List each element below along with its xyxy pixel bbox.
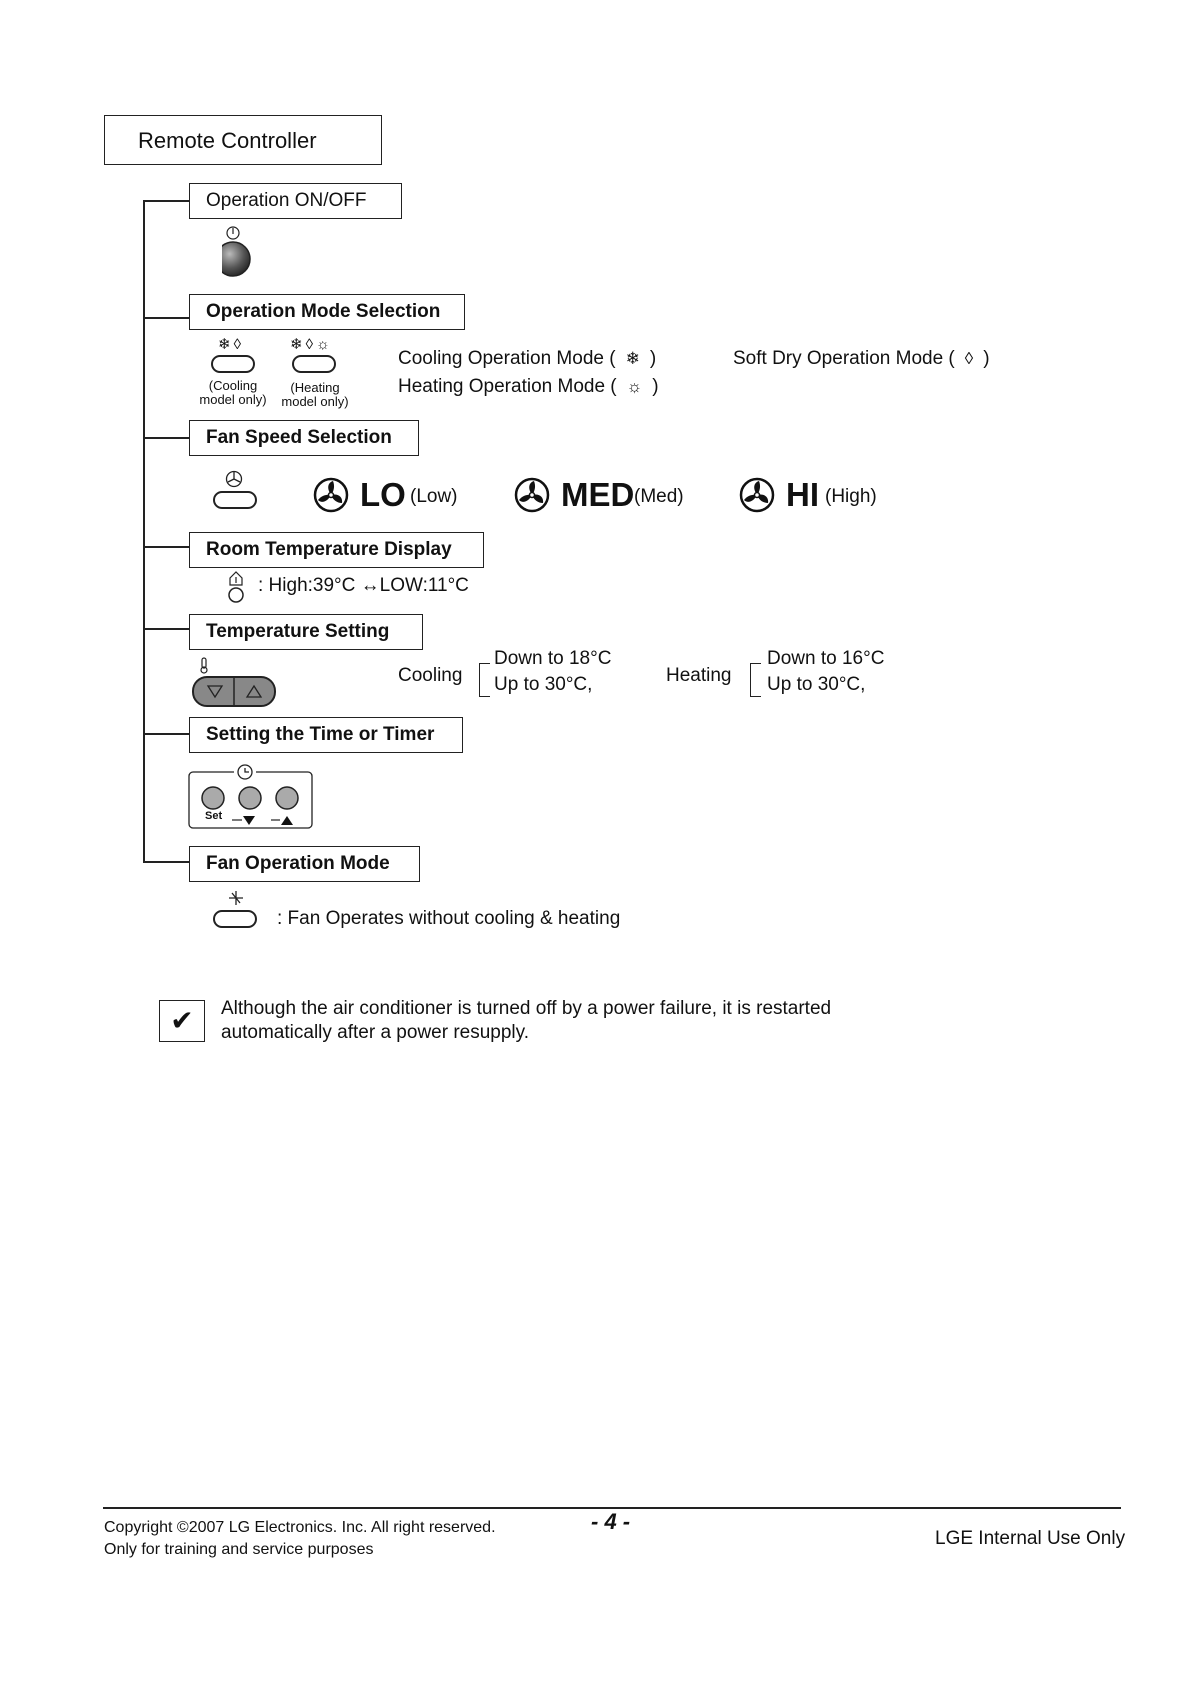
note-line: (Heating [290,380,340,395]
fan-icon [313,477,349,513]
temp-heating-label: Heating [666,665,732,686]
note-line: (Cooling [208,378,258,393]
temp-heating-up: Up to 30°C, [767,674,866,695]
fan-mode-button[interactable] [213,910,257,928]
branch-line [143,628,189,630]
branch-line [143,437,189,439]
cool-dry-heat-icons: ❄ ◊ ☼ [290,336,330,353]
fan-speed-lo-desc: (Low) [410,486,458,507]
close-paren: ) [983,348,990,369]
fan-speed-hi: HI [786,476,819,513]
softdry-mode-text [733,348,990,370]
section-roomtemp-label: Room Temperature Display [189,532,484,568]
footer-purpose: Only for training and service purposes [104,1541,374,1558]
sun-icon: ☼ [621,377,647,396]
droplet-icon: ◊ [960,349,978,368]
footer-left [104,1517,496,1561]
fan-speed-lo: LO [360,476,406,513]
fan-icon [739,477,775,513]
softdry-mode-label: Soft Dry Operation Mode ( [733,348,955,369]
temp-updown-buttons[interactable] [192,656,278,708]
room-temp-button-icon[interactable] [227,570,245,604]
fan-mode-desc: : Fan Operates without cooling & heating [277,908,621,929]
fan-speed-button[interactable] [213,491,257,509]
fan-icon [514,477,550,513]
note-line-2: automatically after a power resupply. [221,1022,530,1043]
cooling-mode-text [398,348,656,370]
note-line: model only) [281,394,349,409]
section-tempsetting-label: Temperature Setting [189,614,423,650]
fan-small-icon [225,470,243,488]
fan-speed-med-desc: (Med) [634,486,684,507]
bracket [479,663,490,697]
temp-cooling-label: Cooling [398,665,463,686]
page-number: - 4 - [591,1509,631,1534]
branch-line [143,733,189,735]
footer-internal: LGE Internal Use Only [935,1528,1126,1549]
note-line-1: Although the air conditioner is turned off by a power failure, it is restarted [221,998,832,1019]
temp-heating-down: Down to 16°C [767,648,885,669]
fan-speed-med: MED [561,476,635,513]
heating-model-note [276,381,354,409]
cooling-model-note [194,379,272,407]
close-paren: ) [652,376,659,397]
branch-line [143,317,189,319]
heating-mode-label: Heating Operation Mode ( [398,376,617,397]
branch-line [143,546,189,548]
branch-line [143,861,189,863]
mode-button-cooling[interactable] [211,355,255,373]
fan-mode-icon [226,889,246,907]
section-timer-label: Setting the Time or Timer [189,717,463,753]
cooling-mode-label: Cooling Operation Mode ( [398,348,616,369]
temp-cooling-down: Down to 18°C [494,648,612,669]
cool-dry-icons: ❄ ◊ [218,336,241,353]
snowflake-icon: ❄ [620,349,645,368]
fan-speed-hi-desc: (High) [825,486,877,507]
section-mode-label: Operation Mode Selection [189,294,465,330]
close-paren: ) [649,348,657,369]
note-line: model only) [199,392,267,407]
tree-connector [143,200,145,861]
branch-line [143,200,189,202]
check-icon: ✔ [159,1000,205,1042]
note-text [221,997,831,1045]
heating-mode-text [398,376,659,398]
power-button[interactable] [222,225,256,281]
section-fanspeed-label: Fan Speed Selection [189,420,419,456]
section-fanmode-label: Fan Operation Mode [189,846,420,882]
temp-cooling-up: Up to 30°C, [494,674,593,695]
timer-set-label: Set [205,810,223,822]
page-title: Remote Controller [104,115,382,165]
mode-button-heating[interactable] [292,355,336,373]
footer-copyright: Copyright ©2007 LG Electronics. Inc. All right reserved. [104,1519,496,1536]
room-temp-range: : High:39°C ↔LOW:11°C [258,575,469,596]
bracket [750,663,761,697]
section-onoff-label: Operation ON/OFF [189,183,402,219]
